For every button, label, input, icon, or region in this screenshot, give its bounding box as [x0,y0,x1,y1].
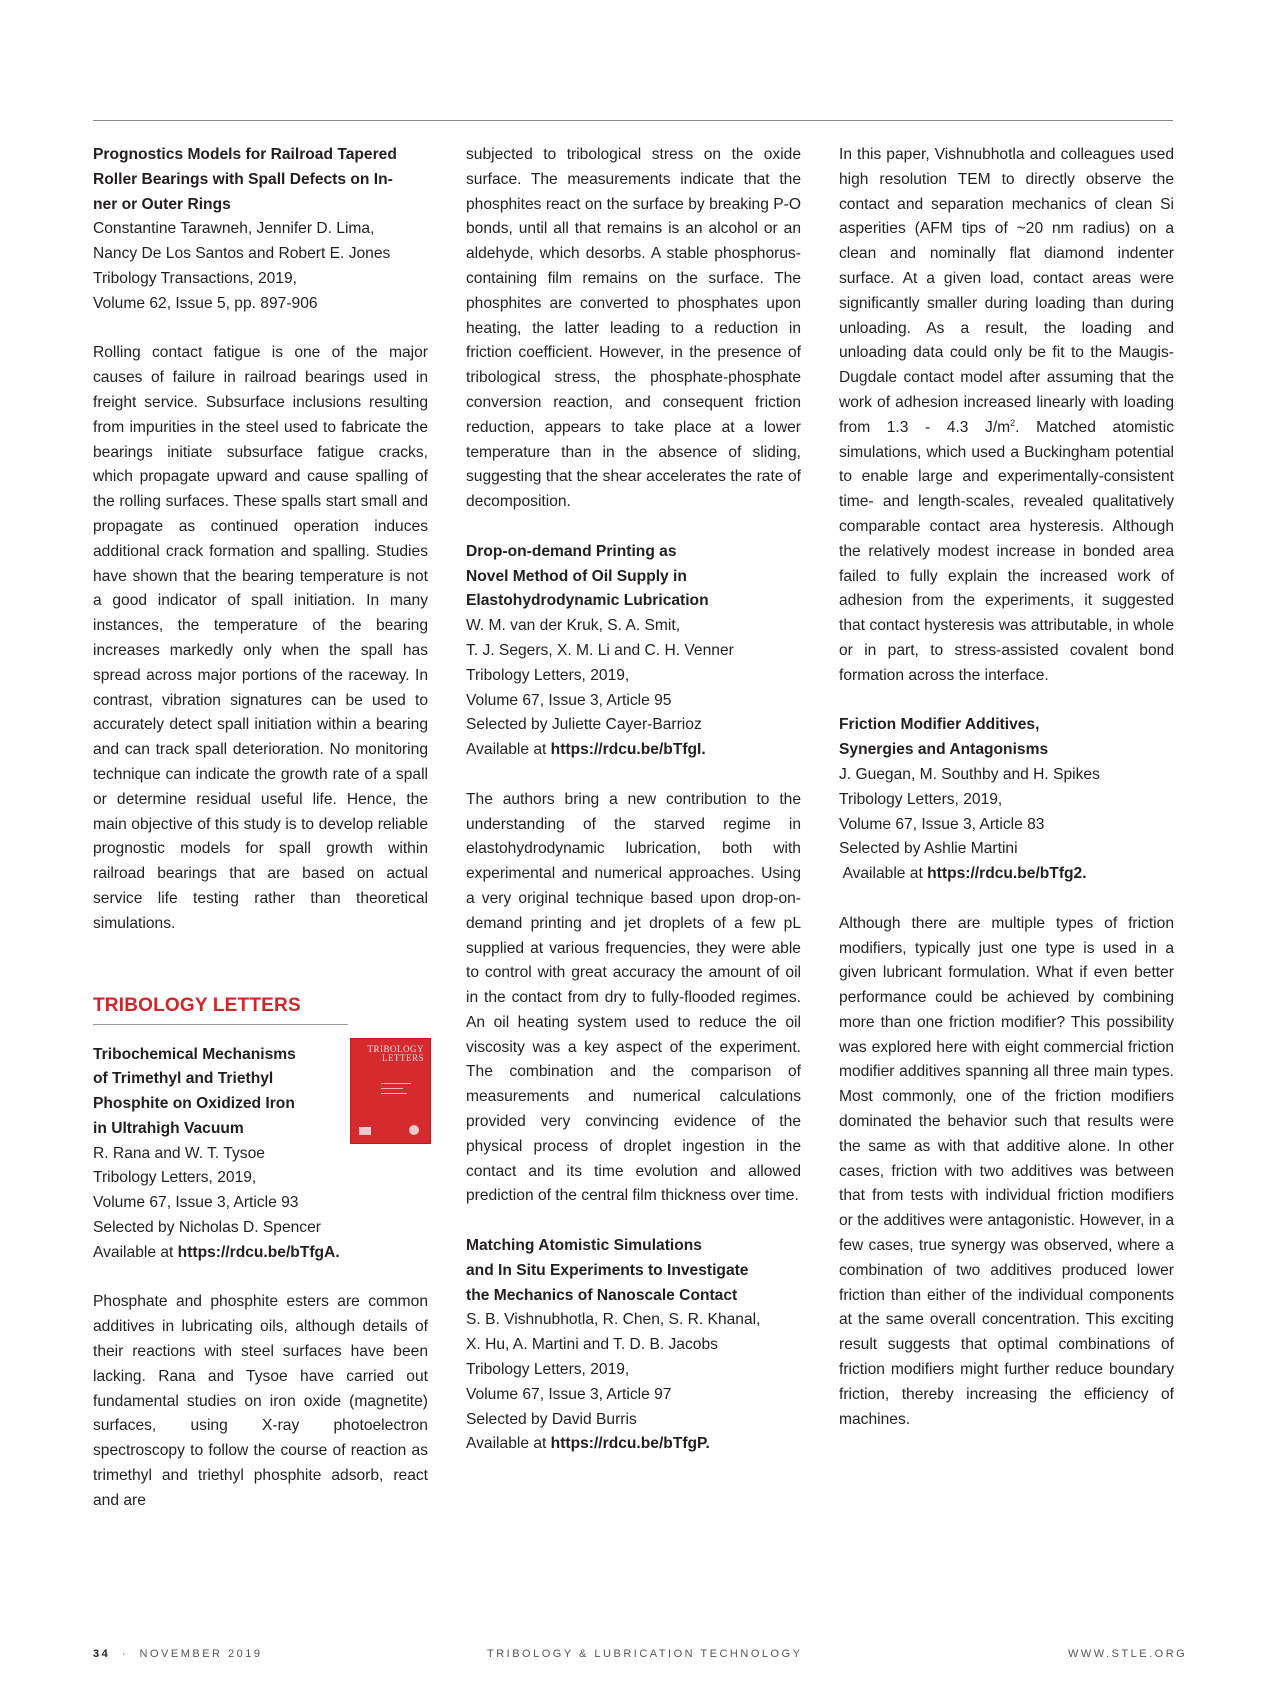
article-drop-on-demand [466,540,801,1210]
availability-line: Available at https://rdcu.be/bTfgI. [466,741,706,759]
journal-cover-image: TRIBOLOGY LETTERS [350,1038,431,1144]
article-atomistic-simulations [466,1234,801,1457]
column-2 [466,143,801,1457]
article-body: Rolling contact fatigue is one of the major causes of failure in railroad bearings used in freight service. Subsurface inclusions resulting from impurities in the steel used to fabricate the bearings initiate subsurface fatigue cracks, which propagate upward and cause spalling of the rolling surfaces. These spalls start small and propagate as continued operation induces additional crack formation and spalling. Studies have shown that the bearing temperature is not a good indicator of spall initiation. In many instances, the temperature of the bearing increases markedly only when the spall has spread across major portions of the raceway. In contrast, vibration signatures can be used to accurately detect spall initiation within a bearing and can track spall deterioration. No monitoring technique can indicate the growth rate of a spall or determine residual useful life. Hence, the main objective of this study is to develop reliable prognostic models for spall growth within railroad bearings that are based on actual service life testing rather than theoretical simulations. [93,344,428,932]
footer-separator: · [121,1648,128,1660]
availability-line: Available at https://rdcu.be/bTfg2. [839,865,1087,883]
article-link[interactable]: https://rdcu.be/bTfgA. [177,1243,340,1261]
column-1 [93,143,428,1514]
article-railroad-bearings [93,143,428,937]
article-body: Although there are multiple types of friction modifiers, typically just one type is used in a given lubricant formulation. What if even better performance could be achieved by combining more than one friction modifier? This possibility was explored here with eight commercial friction modifier additives spanning all three main types. Most commonly, one of the friction modifiers dominated the behavior such that results were the same as with that additive alone. In other cases, friction with two additives was between that from tests with individual friction modifiers or the additives were antagonistic. However, in a few cases, true synergy was observed, where a combination of two additives produced lower friction than either of the individual components at the same overall concentration. This exciting result suggests that optimal combinations of friction modifiers might further reduce boundary friction, thereby increasing the efficiency of machines. [839,914,1174,1428]
availability-line: Available at https://rdcu.be/bTfgP. [466,1435,710,1453]
article-meta: W. M. van der Kruk, S. A. Smit, T. J. Segers, X. M. Li and C. H. Venner Tribology Letters, 2019, Volume 67, Issue 3, Article 95 Selected by Juliette Cayer-Barrioz Available at https://rdcu.be/bTfgI. [466,614,801,763]
article-title: Friction Modifier Additives, Synergies and Antagonisms [839,716,1049,759]
issue-date: NOVEMBER 2019 [139,1648,263,1660]
section-heading-tribology-letters: TRIBOLOGY LETTERS [93,994,348,1025]
article-title: Drop-on-demand Printing as Novel Method of Oil Supply in Elastohydrodynamic Lubrication [466,542,709,610]
article-title: Tribochemical Mechanisms of Trimethyl and Triethyl Phosphite on Oxidized Iron in Ultrahigh Vacuum [93,1045,296,1137]
magazine-title: TRIBOLOGY & LUBRICATION TECHNOLOGY [487,1648,803,1660]
top-rule [93,120,1173,121]
page-number: 34 [93,1648,111,1660]
article-title: Prognostics Models for Railroad Tapered Roller Bearings with Spall Defects on In- ner or Outer Rings [93,146,397,213]
article-meta: S. B. Vishnubhotla, R. Chen, S. R. Khanal, X. Hu, A. Martini and T. D. B. Jacobs Tribology Letters, 2019, Volume 67, Issue 3, Article 97 Selected by David Burris Available at https://rdcu.be/bTfgP. [466,1308,801,1457]
footer-left [93,1648,263,1660]
article-friction-modifier [839,713,1174,1432]
article-link[interactable]: https://rdcu.be/bTfg2. [927,865,1087,883]
article-meta: R. Rana and W. T. Tysoe Tribology Letters, 2019, Volume 67, Issue 3, Article 93 Selected by Nicholas D. Spencer Available at https://rdcu.be/bTfgA. [93,1142,428,1266]
article-link[interactable]: https://rdcu.be/bTfgI. [550,741,706,759]
article-title: Matching Atomistic Simulations and In Situ Experiments to Investigate the Mechanics of Nanoscale Contact [466,1237,749,1304]
column-3 [839,143,1174,1432]
article-body: Phosphate and phosphite esters are common additives in lubricating oils, although details of their reactions with steel surfaces have been lacking. Rana and Tysoe have carried out fundamental studies on iron oxide (magnetite) surfaces, using X-ray photoelectron spectroscopy to follow the course of reaction as trimethyl and triethyl phosphite adsorb, react and are [93,1293,428,1509]
article-body-continued: subjected to tribological stress on the oxide surface. The measurements indicate that the phosphites react on the surface by breaking P-O bonds, until all that remains is an alcohol or an aldehyde, which desorbs. A stable phosphorus-containing film remains on the surface. The phosphites are converted to phosphates upon heating, the latter leading to a reduction in friction coefficient. However, in the presence of tribological stress, the phosphate-phosphate conversion reaction, and consequent friction reduction, appears to take place at a lower temperature than in the absence of sliding, suggesting that the shear accelerates the rate of decomposition. [466,146,801,511]
article-body-continued: In this paper, Vishnubhotla and colleagues used high resolution TEM to directly observe the contact and separation mechanics of clean Si asperities (AFM tips of ~20 nm radius) on a clean and nominally flat diamond indenter surface. At a given load, contact areas were significantly smaller during loading than during unloading. As a result, the loading and unloading data could only be fit to the Maugis-Dugdale contact model after assuming that the work of adhesion increased linearly with loading from 1.3 - 4.3 $J/m^2$. Matched atomistic simulations, which used a Buckingham potential to enable large and experimentally-consistent time- and length-scales, revealed qualitatively comparable contact area hysteresis. Although the relatively modest increase in bonded area failed to fully explain the increased work of adhesion from the experiments, it suggested that contact hysteresis was attributable, in whole or in part, to stress-assisted covalent bond formation across the interface. [839,146,1174,684]
availability-line: Available at https://rdcu.be/bTfgA. [93,1243,340,1261]
article-meta: Constantine Tarawneh, Jennifer D. Lima, Nancy De Los Santos and Robert E. Jones Tribology Transactions, 2019, Volume 62, Issue 5, pp. 897-906 [93,220,391,312]
article-link[interactable]: https://rdcu.be/bTfgP. [550,1435,710,1453]
website-link[interactable]: WWW.STLE.ORG [1068,1648,1188,1660]
article-body: The authors bring a new contribution to the understanding of the starved regime in elastohydrodynamic lubrication, both with experimental and numerical approaches. Using a very original technique based upon drop-on-demand printing and jet droplets of a few pL supplied at various frequencies, they were able to control with great accuracy the amount of oil in the contact from dry to fully-flooded regimes. An oil heating system used to reduce the oil viscosity was a key aspect of the experiment. The combination and the comparison of measurements and numerical calculations provided very convincing evidence of the physical process of droplet ingestion in the contact and its time evolution and allowed prediction of the central film thickness over time. [466,790,801,1205]
article-meta: J. Guegan, M. Southby and H. Spikes Tribology Letters, 2019, Volume 67, Issue 3, Article 83 Selected by Ashlie Martini Available at https://rdcu.be/bTfg2. [839,763,1174,887]
